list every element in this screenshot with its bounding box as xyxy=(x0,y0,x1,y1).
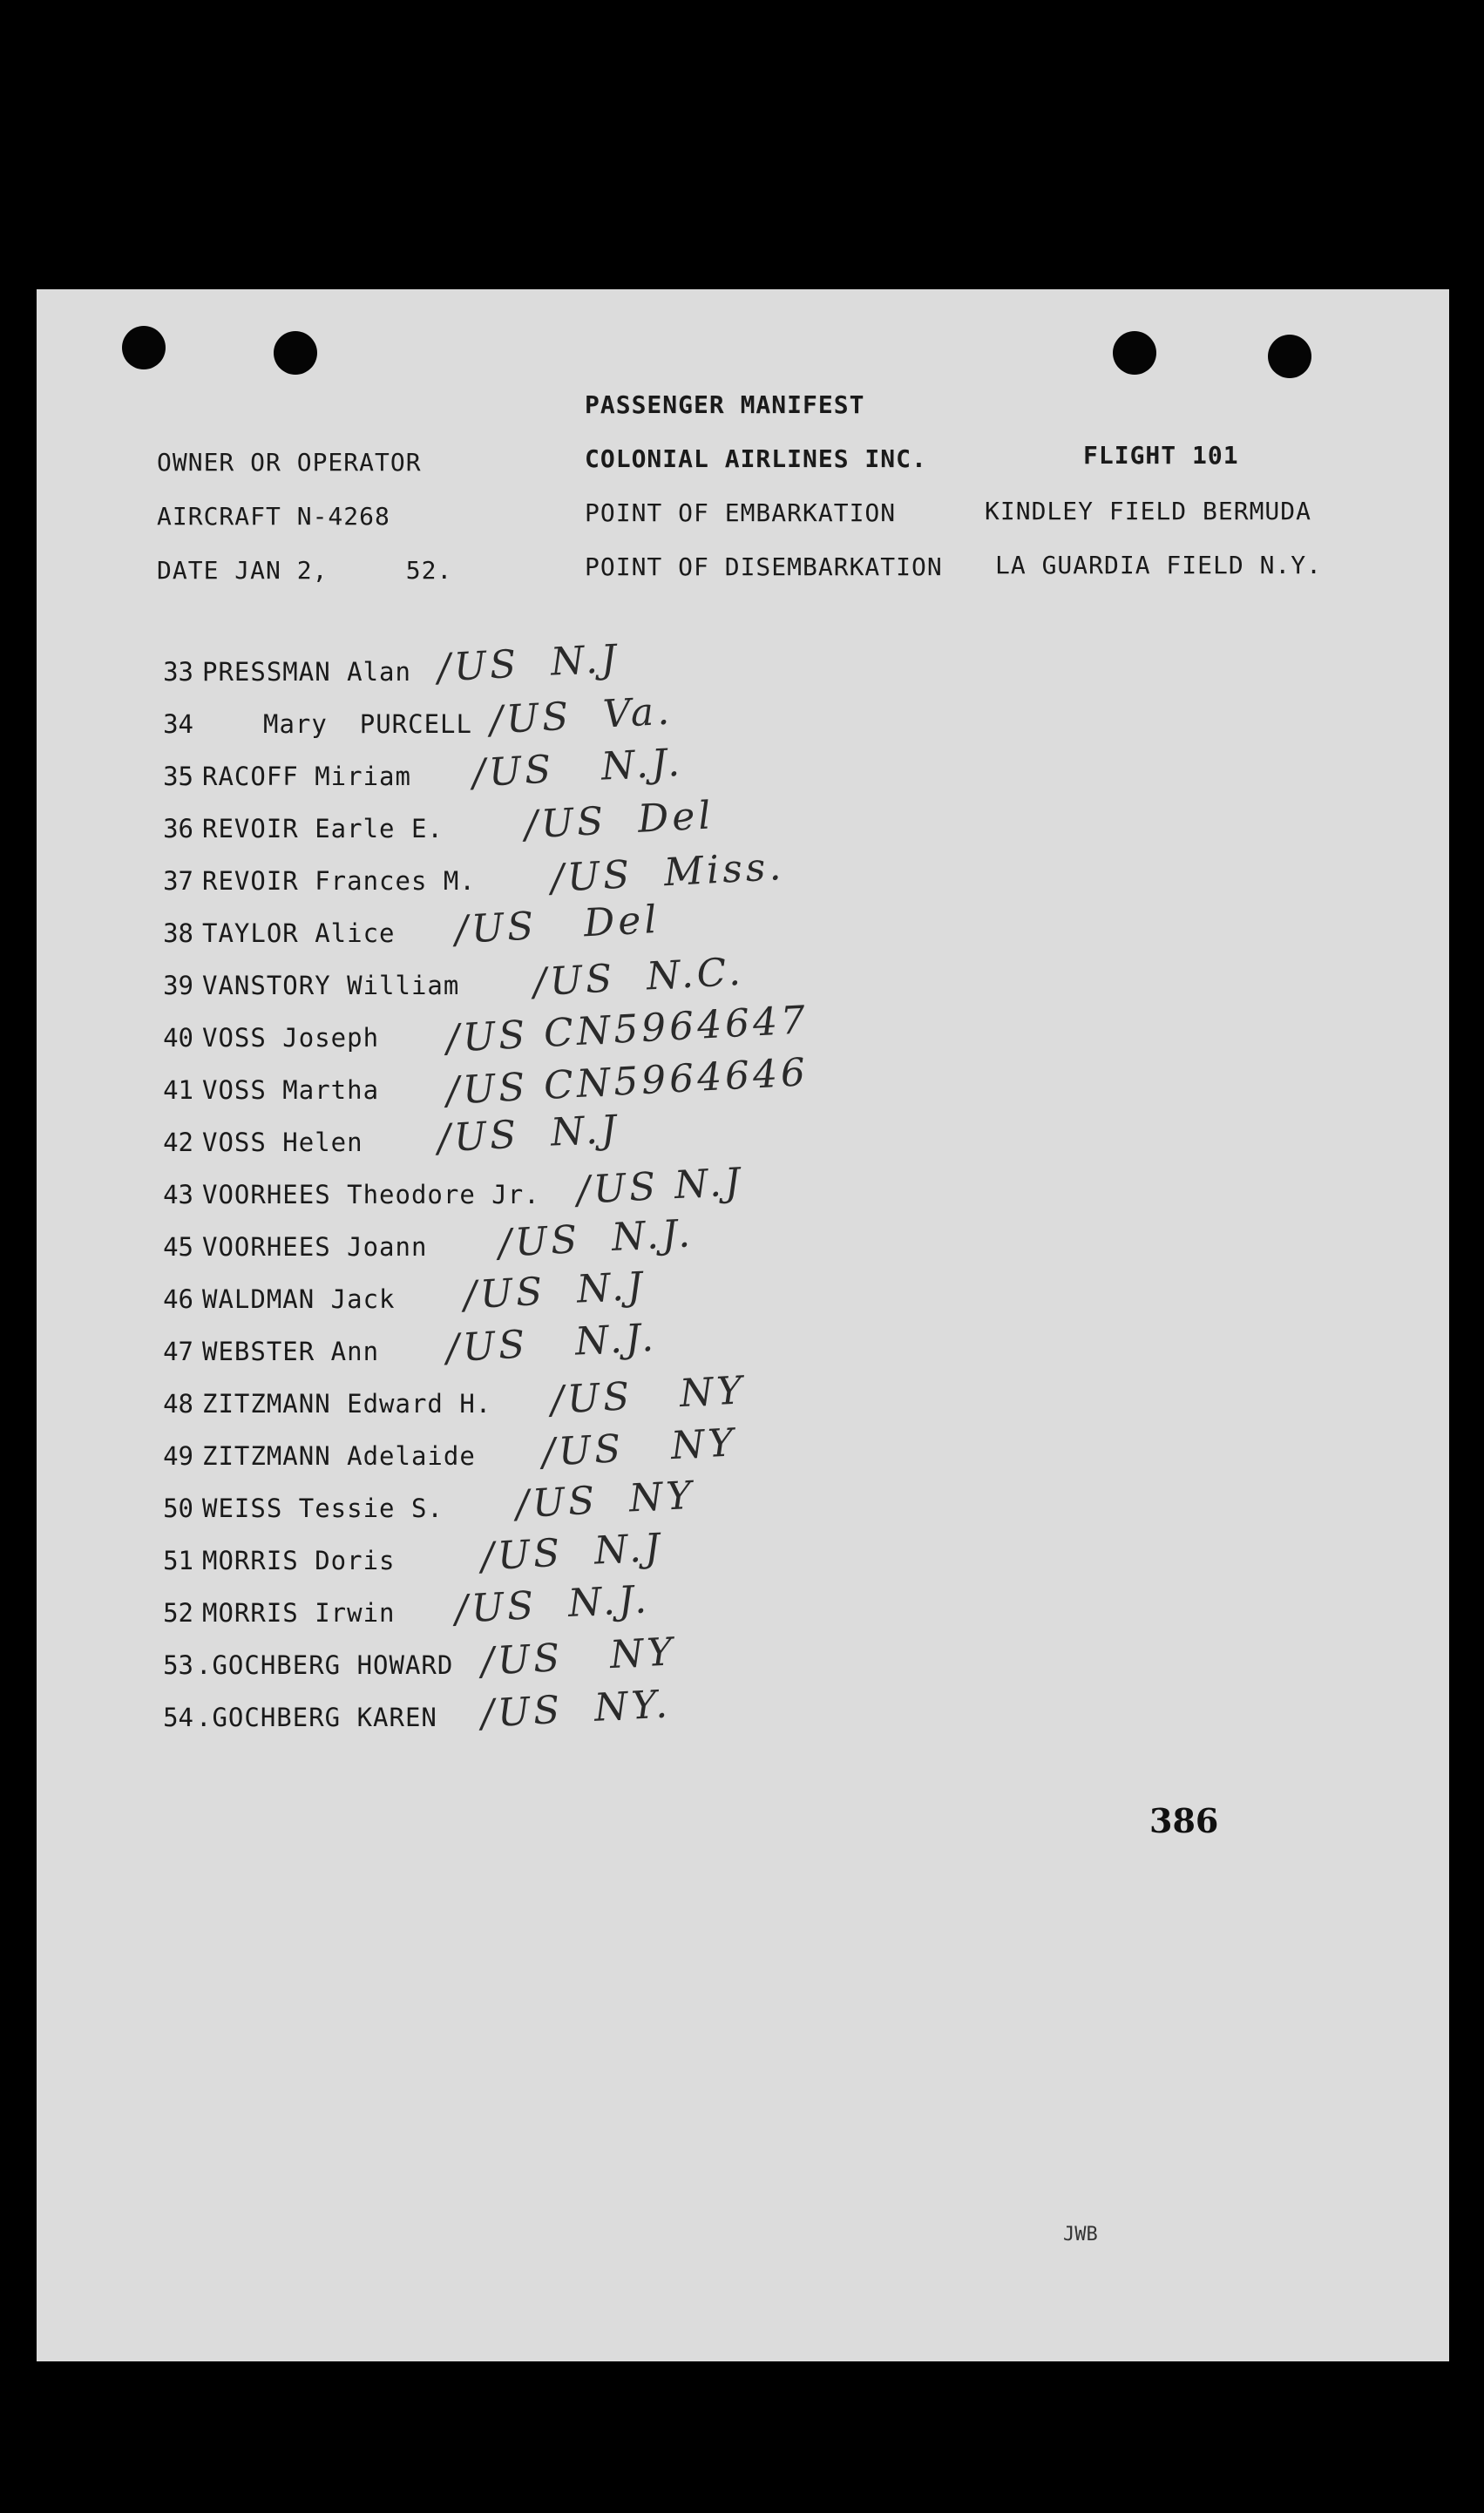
handwritten-note: /US CN5964646 xyxy=(444,1050,810,1114)
passenger-name: PRESSMAN Alan xyxy=(202,657,411,687)
flight-number: FLIGHT 101 xyxy=(1083,441,1239,470)
manifest-page xyxy=(37,289,1449,2361)
handwritten-note: /US NY xyxy=(540,1420,738,1475)
handwritten-note: /US NY xyxy=(479,1629,677,1684)
passenger-number: 54 xyxy=(163,1703,193,1732)
passenger-number: 34 xyxy=(163,709,193,739)
passenger-name: MORRIS Doris xyxy=(202,1546,396,1575)
passenger-number: 52 xyxy=(163,1598,193,1628)
passenger-name: VANSTORY William xyxy=(202,971,460,1000)
passenger-number: 42 xyxy=(163,1128,193,1157)
aircraft-id: AIRCRAFT N-4268 xyxy=(157,502,390,531)
passenger-name: VOSS Joseph xyxy=(202,1023,380,1053)
punch-hole-3 xyxy=(1113,331,1156,375)
passenger-name: REVOIR Frances M. xyxy=(202,866,476,896)
operator-name: COLONIAL AIRLINES INC. xyxy=(585,444,927,473)
passenger-name: .GOCHBERG HOWARD xyxy=(196,1650,454,1680)
manifest-date: DATE JAN 2, 52. xyxy=(157,556,453,585)
footer-initials: JWB xyxy=(1063,2224,1098,2245)
passenger-number: 49 xyxy=(163,1441,193,1471)
passenger-name: RACOFF Miriam xyxy=(202,762,411,791)
passenger-row xyxy=(141,1682,1013,1753)
passenger-name: ZITZMANN Edward H. xyxy=(202,1389,492,1419)
passenger-name: ZITZMANN Adelaide xyxy=(202,1441,476,1471)
handwritten-note: /US CN5964647 xyxy=(444,998,810,1061)
handwritten-note: /US NY. xyxy=(479,1682,673,1737)
disembark-label: POINT OF DISEMBARKATION xyxy=(585,552,943,581)
passenger-name: VOORHEES Joann xyxy=(202,1232,428,1262)
handwritten-note: /US N.J xyxy=(479,1525,665,1580)
passenger-name: Mary PURCELL xyxy=(263,709,472,739)
embark-place: KINDLEY FIELD BERMUDA xyxy=(985,497,1312,525)
handwritten-note: /US Miss. xyxy=(549,844,786,901)
handwritten-note: /US N.J xyxy=(436,1107,621,1162)
passenger-name: VOORHEES Theodore Jr. xyxy=(202,1180,540,1209)
handwritten-note: /US N.J. xyxy=(453,1577,652,1632)
embark-label: POINT OF EMBARKATION xyxy=(585,498,897,527)
punch-hole-4 xyxy=(1268,335,1311,378)
passenger-name: TAYLOR Alice xyxy=(202,918,396,948)
handwritten-note: /US N.C. xyxy=(532,949,745,1006)
passenger-number: 37 xyxy=(163,866,193,896)
handwritten-note: /US N.J xyxy=(575,1160,745,1213)
handwritten-note: /US N.J. xyxy=(497,1211,695,1266)
passenger-name: WEBSTER Ann xyxy=(202,1337,380,1366)
passenger-name: .GOCHBERG KAREN xyxy=(196,1703,437,1732)
handwritten-note: /US Del xyxy=(523,793,715,848)
passenger-number: 45 xyxy=(163,1232,193,1262)
passenger-list xyxy=(141,636,1100,2051)
passenger-number: 50 xyxy=(163,1494,193,1523)
handwritten-note: /US NY xyxy=(549,1368,747,1423)
passenger-name: VOSS Martha xyxy=(202,1075,380,1105)
passenger-number: 51 xyxy=(163,1546,193,1575)
owner-label: OWNER OR OPERATOR xyxy=(157,448,422,477)
handwritten-note: /US NY xyxy=(514,1473,696,1527)
passenger-number: 53 xyxy=(163,1650,193,1680)
passenger-name: REVOIR Earle E. xyxy=(202,814,444,843)
punch-hole-2 xyxy=(274,331,317,375)
passenger-name: WEISS Tessie S. xyxy=(202,1494,444,1523)
passenger-number: 47 xyxy=(163,1337,193,1366)
passenger-number: 40 xyxy=(163,1023,193,1053)
handwritten-note: /US N.J xyxy=(462,1263,647,1318)
handwritten-note: /US N.J xyxy=(436,636,621,691)
passenger-name: VOSS Helen xyxy=(202,1128,363,1157)
handwritten-note: /US N.J. xyxy=(444,1315,659,1372)
handwritten-note: /US Va. xyxy=(488,688,674,743)
passenger-name: WALDMAN Jack xyxy=(202,1284,396,1314)
manifest-title: PASSENGER MANIFEST xyxy=(585,390,865,419)
disembark-place: LA GUARDIA FIELD N.Y. xyxy=(995,551,1323,579)
passenger-number: 33 xyxy=(163,657,193,687)
handwritten-note: /US N.J. xyxy=(471,740,685,796)
passenger-number: 35 xyxy=(163,762,193,791)
handwritten-note: /US Del xyxy=(453,897,661,953)
passenger-number: 38 xyxy=(163,918,193,948)
passenger-number: 41 xyxy=(163,1075,193,1105)
page-number: 386 xyxy=(1149,1801,1219,1840)
passenger-name: MORRIS Irwin xyxy=(202,1598,396,1628)
passenger-number: 46 xyxy=(163,1284,193,1314)
passenger-number: 36 xyxy=(163,814,193,843)
passenger-number: 48 xyxy=(163,1389,193,1419)
passenger-number: 39 xyxy=(163,971,193,1000)
punch-hole-1 xyxy=(122,326,166,369)
passenger-number: 43 xyxy=(163,1180,193,1209)
